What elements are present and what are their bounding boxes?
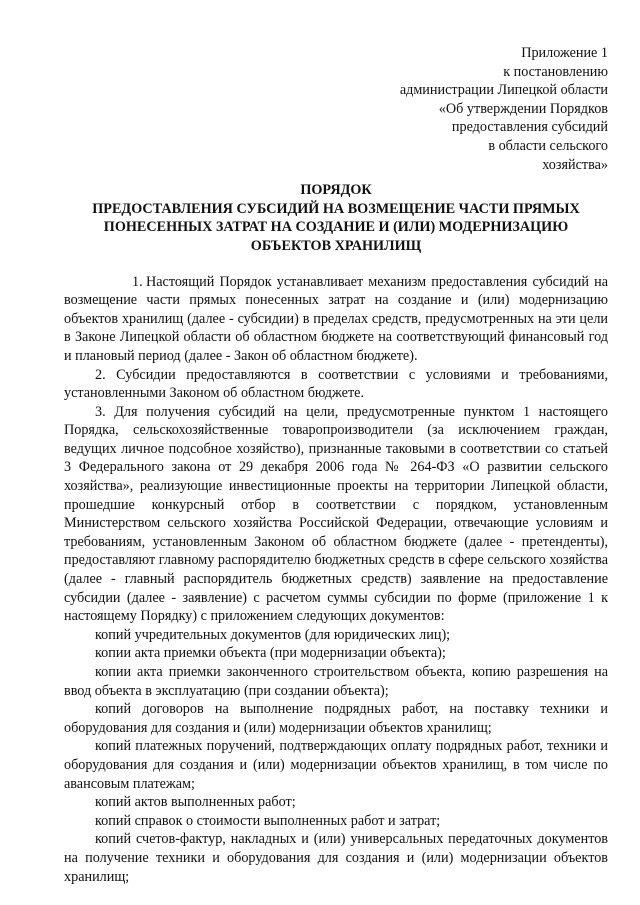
paragraph-3: 3. Для получения субсидий на цели, предусмотренные пунктом 1 настоящего Порядка, сельскохозяйственные товаропроизводители (за исключением граждан, ведущих личное подсобное хозяйство), признанные таковыми в соответствии со статьей 3 Федерального закона от 29 декабря 2006 года № 264-ФЗ «О развитии сельского хозяйства», реализующие инвестиционные проекты на территории Липецкой области, прошедшие конкурсный отбор в соответствии с порядком, установленным Министерством сельского хозяйства Российской Федерации, отвечающие условиям и требованиям, установленным Законом об областном бюджете (далее - претенденты), предоставляют главному распорядителю бюджетных средств в сфере сельского хозяйства (далее - главный распорядитель бюджетных средств) заявление на предоставление субсидии (далее - заявление) с расчетом суммы субсидии по форме (приложение 1 к настоящему Порядку) с приложением следующих документов: (64, 403, 608, 625)
document-body (64, 273, 608, 887)
paragraph-text: Настоящий Порядок устанавливает механизм предоставления субсидий на возмещение части прямых понесенных затрат на создание и (или) модернизацию объектов хранилищ (далее - субсидии) в пределах средств, предусмотренных на эти цели в Законе Липецкой области об областном бюджете на соответствующий финансовый год и плановый период (далее - Закон об областном бюджете). (64, 273, 608, 364)
paragraph-number: 1. (132, 273, 143, 290)
appendix-line: к постановлению (503, 63, 608, 80)
appendix-header (64, 44, 608, 174)
document-title (64, 181, 608, 255)
list-item: копии акта приемки объекта (при модернизации объекта); (95, 645, 446, 662)
list-item: копий платежных поручений, подтверждающих оплату подрядных работ, техники и оборудования для создания и (или) модернизации объектов хранилищ, в том числе по авансовым платежам; (64, 738, 608, 792)
appendix-line: хозяйства» (542, 156, 608, 173)
appendix-line: администрации Липецкой области (399, 82, 608, 99)
title-line: ПОНЕСЕННЫХ ЗАТРАТ НА СОЗДАНИЕ И (ИЛИ) МОДЕРНИЗАЦИЮ (103, 219, 569, 236)
list-item: копий актов выполненных работ; (95, 794, 296, 811)
appendix-line: Приложение 1 (521, 45, 608, 61)
appendix-line: в области сельского (488, 137, 608, 154)
list-item: копий справок о стоимости выполненных работ и затрат; (95, 812, 441, 829)
paragraph-1 (64, 273, 608, 366)
title-line: ПОРЯДОК (300, 182, 372, 199)
paragraph-2: 2. Субсидии предоставляются в соответствии с условиями и требованиями, установленными Законом об областном бюджете. (64, 366, 608, 402)
list-item: копий договоров на выполнение подрядных работ, на поставку техники и оборудования для создания и (или) модернизации объектов хранилищ; (64, 701, 608, 736)
title-line: ОБЪЕКТОВ ХРАНИЛИЩ (250, 237, 422, 254)
appendix-line: предоставления субсидий (451, 119, 608, 136)
title-line: ПРЕДОСТАВЛЕНИЯ СУБСИДИЙ НА ВОЗМЕЩЕНИЕ ЧАСТИ ПРЯМЫХ (92, 200, 580, 217)
appendix-line: «Об утверждении Порядков (438, 100, 608, 117)
list-item: копии акта приемки законченного строительством объекта, копию разрешения на ввод объекта в эксплуатацию (при создании объекта); (64, 664, 608, 699)
list-item: копий учредительных документов (для юридических лиц); (95, 626, 451, 643)
list-item: копий счетов-фактур, накладных и (или) универсальных передаточных документов на получение техники и оборудования для создания и (или) модернизации объектов хранилищ; (64, 831, 608, 885)
